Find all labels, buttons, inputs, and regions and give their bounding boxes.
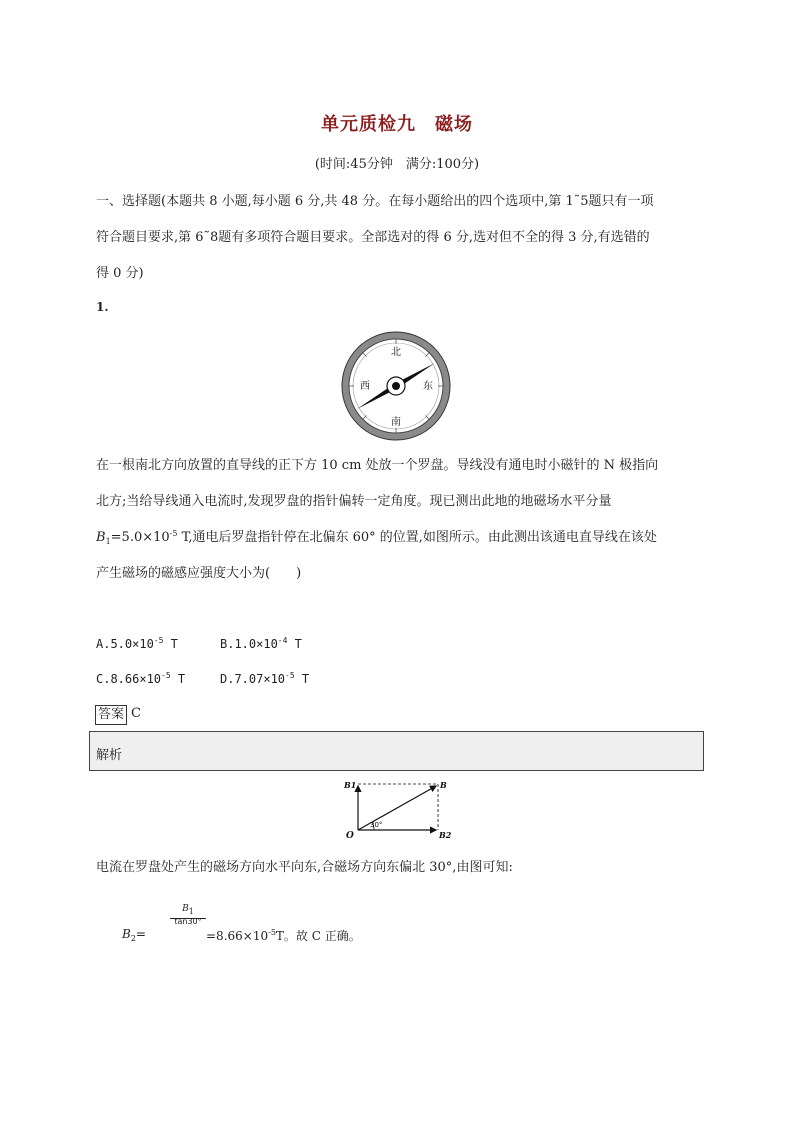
option-d[interactable]: $D.7.07\times 10^{-5}$ T	[220, 671, 310, 686]
analysis-text: 电流在罗盘处产生的磁场方向水平向东,合磁场方向东偏北 30°,由图可知:	[96, 860, 513, 875]
label-angle: 30°	[370, 821, 383, 829]
vector-diagram	[340, 776, 460, 840]
answer-value: C	[131, 706, 141, 721]
question-stem-line2: 北方;当给导线通入电流时,发现罗盘的指针偏转一定角度。现已测出此地的地磁场水平分量	[96, 494, 612, 509]
section-instruction-line1: 一、选择题(本题共 8 小题,每小题 6 分,共 48 分。在每小题给出的四个选项中,第 1˜5题只有一项	[96, 194, 654, 209]
question-stem-line1: 在一根南北方向放置的直导线的正下方 10 cm 处放一个罗盘。导线没有通电时小磁针的 N 极指向	[96, 458, 659, 473]
question-stem-line3: $B_1=5.0\times 10^{-5}$ T,通电后罗盘指针停在北偏东 60° 的位置,如图所示。由此测出该通电直导线在该处	[96, 529, 657, 546]
label-b1: B1	[344, 780, 357, 790]
formula-denominator: tan30°	[174, 917, 202, 926]
question-number: 1.	[96, 300, 109, 314]
compass-hub	[392, 382, 400, 390]
page-subtitle: (时间:45分钟 满分:100分)	[314, 157, 480, 172]
section-instruction-line2: 符合题目要求,第 6˜8题有多项符合题目要求。全部选对的得 6 分,选对但不全的得 3 分,有选错的	[96, 230, 650, 245]
formula-lhs: $B_2=$	[122, 927, 146, 943]
answer-label: 答案	[95, 705, 127, 725]
option-a[interactable]: $A.5.0\times 10^{-5}$ T	[96, 636, 178, 651]
label-origin: O	[346, 831, 354, 840]
compass-figure	[340, 330, 452, 442]
question-stem-line4: 产生磁场的磁感应强度大小为( )	[96, 566, 302, 581]
formula-result: $=8.66\times 10^{-5}T$。故 C 正确。	[206, 928, 361, 943]
page-title: 单元质检九 磁场	[321, 114, 473, 135]
compass-label-west: 西	[360, 381, 370, 392]
analysis-label: 解析	[96, 748, 123, 763]
section-instruction-line3: 得 0 分)	[96, 266, 144, 281]
option-b[interactable]: $B.1.0\times 10^{-4}$ T	[220, 636, 302, 651]
label-b: B	[440, 780, 447, 790]
compass-label-north: 北	[391, 347, 401, 358]
option-c[interactable]: $C.8.66\times 10^{-5}$ T	[96, 671, 186, 686]
formula-numerator: $B_1$	[170, 903, 206, 919]
compass-label-east: 东	[423, 381, 433, 392]
analysis-header-bar	[89, 731, 704, 771]
label-b2: B2	[439, 830, 452, 840]
compass-label-south: 南	[391, 417, 401, 428]
